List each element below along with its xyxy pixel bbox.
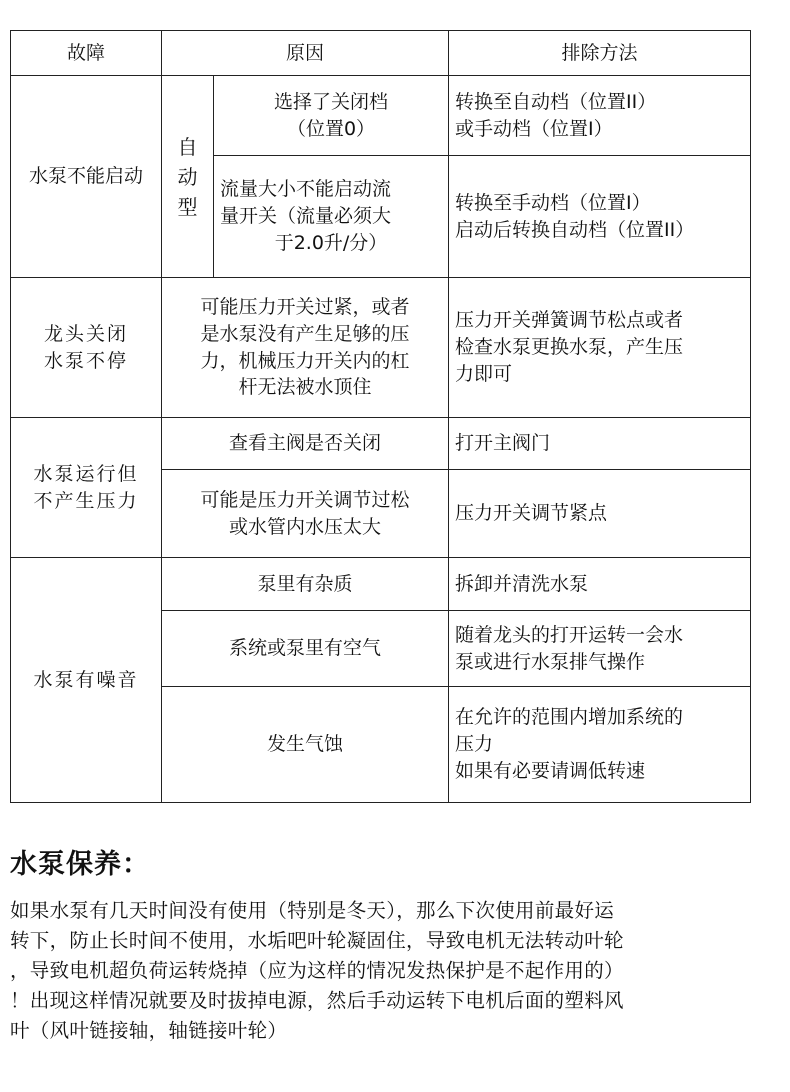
fault-cell [11, 418, 162, 558]
fix-line: 压力开关调节紧点 [455, 502, 608, 525]
cause-line: 流量大小不能启动流 [220, 178, 392, 201]
fix-line: 泵或进行水泵排气操作 [455, 650, 646, 673]
cause-cell [162, 470, 449, 558]
fix-line: 在允许的范围内增加系统的 [455, 706, 684, 729]
cause-line: 量开关（流量必须大 [220, 205, 392, 228]
paragraph-line: ，导致电机超负荷运转烧掉（应为这样的情况发热保护是不起作用的） [10, 959, 624, 982]
fix-cell [449, 611, 751, 687]
fix-cell [449, 687, 751, 803]
fix-line: 转换至手动档（位置I） [455, 191, 651, 214]
cause-cell [162, 418, 449, 470]
fault-line: 不产生压力 [33, 489, 139, 512]
table-row [11, 76, 751, 156]
paragraph-line: ！出现这样情况就要及时拔掉电源，然后手动运转下电机后面的塑料风 [10, 989, 624, 1012]
subtype-cell [162, 76, 214, 278]
cause-line: 查看主阀是否关闭 [229, 432, 382, 455]
cause-cell [214, 156, 449, 278]
fault-line: 龙头关闭 [43, 322, 128, 345]
cause-line: 发生气蚀 [267, 733, 344, 756]
table-row [11, 558, 751, 611]
cause-line: （位置0） [286, 117, 376, 140]
fix-line: 打开主阀门 [455, 432, 551, 455]
fix-cell [449, 156, 751, 278]
cause-cell [162, 687, 449, 803]
fix-cell [449, 558, 751, 611]
cause-line: 力，机械压力开关内的杠 [200, 349, 410, 372]
table-row [11, 418, 751, 470]
subtype-char: 动 [177, 164, 198, 189]
fault-cell [11, 76, 162, 278]
cause-line: 选择了关闭档 [274, 90, 389, 113]
fix-line: 随着龙头的打开运转一会水 [455, 623, 684, 646]
fix-line: 如果有必要请调低转速 [455, 759, 646, 782]
fault-line: 水泵不停 [43, 349, 128, 372]
troubleshooting-table [10, 30, 751, 803]
fix-cell [449, 278, 751, 418]
header-cause: 原因 [162, 31, 449, 76]
maintenance-paragraph [10, 896, 770, 1046]
fault-cell [11, 558, 162, 803]
cause-cell [214, 76, 449, 156]
fix-line: 力即可 [455, 362, 513, 385]
subtype-char: 型 [177, 194, 198, 219]
header-row [11, 31, 751, 76]
cause-cell [162, 611, 449, 687]
paragraph-line: 叶（风叶链接轴，轴链接叶轮） [10, 1019, 288, 1042]
fix-line: 或手动档（位置I） [455, 117, 613, 140]
paragraph-line: 转下，防止长时间不使用，水垢吧叶轮凝固住，导致电机无法转动叶轮 [10, 929, 624, 952]
fix-line: 拆卸并清洗水泵 [455, 572, 589, 595]
header-fix: 排除方法 [449, 31, 751, 76]
fix-line: 启动后转换自动档（位置II） [455, 218, 695, 241]
fault-cell [11, 278, 162, 418]
fix-cell [449, 76, 751, 156]
fix-line: 检查水泵更换水泵，产生压 [455, 336, 684, 359]
cause-line: 是水泵没有产生足够的压 [200, 322, 410, 345]
fault-line: 水泵不能启动 [28, 165, 143, 188]
fix-line: 转换至自动档（位置II） [455, 90, 657, 113]
fix-line: 压力 [455, 733, 494, 756]
cause-cell [162, 558, 449, 611]
cause-line: 系统或泵里有空气 [229, 637, 382, 660]
fix-cell [449, 470, 751, 558]
cause-line: 或水管内水压太大 [229, 515, 382, 538]
cause-line: 杆无法被水顶住 [238, 376, 372, 399]
subtype-char: 自 [177, 134, 198, 159]
maintenance-title: 水泵保养： [10, 849, 150, 880]
fix-line: 压力开关弹簧调节松点或者 [455, 309, 684, 332]
table-row [11, 278, 751, 418]
fix-cell [449, 418, 751, 470]
cause-line: 可能是压力开关调节过松 [200, 488, 410, 511]
cause-line: 可能压力开关过紧，或者 [200, 295, 410, 318]
fault-line: 水泵有噪音 [33, 668, 139, 691]
cause-line: 于2.0升/分） [274, 231, 388, 254]
cause-line: 泵里有杂质 [257, 572, 353, 595]
paragraph-line: 如果水泵有几天时间没有使用（特别是冬天），那么下次使用前最好运 [10, 899, 615, 922]
header-fault: 故障 [11, 31, 162, 76]
fault-line: 水泵运行但 [33, 462, 139, 485]
cause-cell [162, 278, 449, 418]
